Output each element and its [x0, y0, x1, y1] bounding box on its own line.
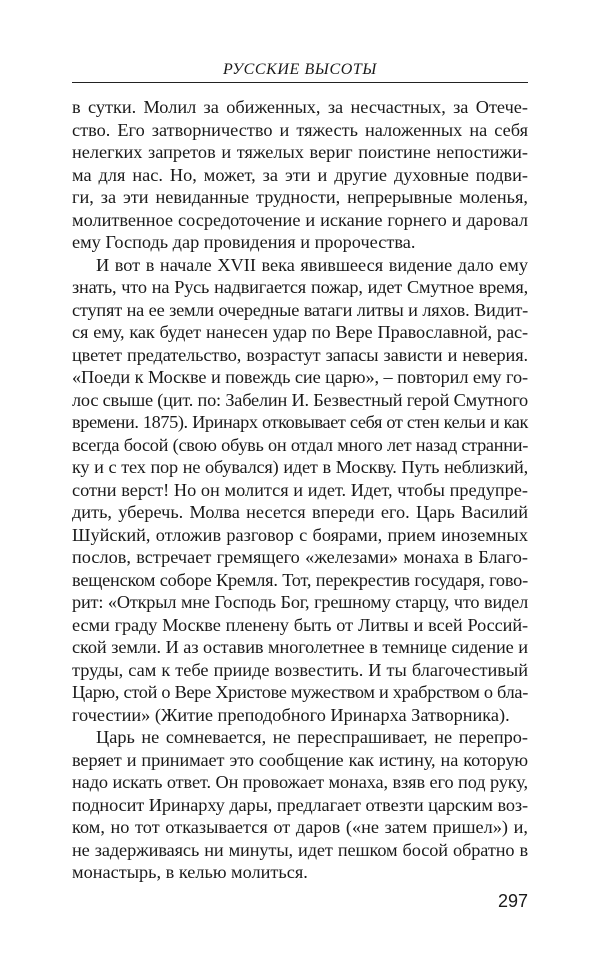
text-line: знать, что на Русь надвигается пожар, идет Смутное время,	[72, 277, 528, 297]
text-line: надо искать ответ. Он провожает монаха, взяв его под руку,	[72, 772, 528, 792]
text-line: ком, но тот отказывается от даров («не затем пришел») и,	[72, 817, 528, 837]
text-line: подносит Иринарху дары, предлагает отвезти царским воз-	[72, 794, 528, 815]
page-body	[72, 96, 528, 884]
text-line: ги, за эти невиданные трудности, непрерывные моленья,	[72, 187, 528, 207]
text-line: нелегких запретов и тяжелых вериг поистине непостижи-	[72, 142, 528, 162]
text-line: Царю, стой о Вере Христове мужеством и храбрством о бла-	[72, 682, 528, 702]
paragraph-2	[72, 254, 528, 727]
text-line: труды, сам к тебе прииде возвестить. И ты благочестивый	[72, 659, 528, 680]
text-line: ской земли. И аз оставив многолетнее в темнице сидение и	[72, 637, 528, 657]
text-line: времени. 1875). Иринарх отковывает себя от стен кельи и как	[72, 412, 528, 432]
text-line: дить, уберечь. Молва несется впереди его. Царь Василий	[72, 502, 528, 522]
paragraph-3	[72, 726, 528, 884]
text-line: послов, встречает гремящего «железами» монаха в Благо-	[72, 547, 528, 567]
text-line: ему Господь дар провидения и пророчества.	[72, 232, 416, 252]
text-line: И вот в начале XVII века явившееся видение дало ему	[96, 254, 528, 275]
text-line: ся ему, как будет нанесен удар по Вере Православной, рас-	[72, 322, 528, 342]
text-line: Шуйский, отложив разговор с боярами, прием иноземных	[72, 524, 528, 545]
running-header: РУССКИЕ ВЫСОТЫ	[223, 61, 377, 78]
text-line: рит: «Открыл мне Господь Бог, грешному старцу, что видел	[72, 592, 528, 612]
text-line: сотни верст! Но он молится и идет. Идет, чтобы предупре-	[72, 479, 528, 500]
text-line: ступят на ее земли очередные ватаги литвы и ляхов. Видит-	[72, 299, 528, 320]
text-line: лос свыше (цит. по: Забелин И. Безвестный герой Смутного	[72, 389, 528, 410]
text-line: молитвенное сосредоточение и искание горнего и даровал	[72, 209, 528, 230]
text-line: веряет и принимает это сообщение как истину, на которую	[72, 749, 528, 770]
text-line: ма для нас. Но, может, за эти и другие духовные подви-	[72, 164, 528, 185]
text-line: есми граду Москве пленену быть от Литвы и всей Россий-	[72, 614, 528, 635]
paragraph-1	[72, 96, 528, 254]
text-line: всегда босой (свою обувь он отдал много лет назад странни-	[72, 434, 528, 455]
text-line: ство. Его затворничество и тяжесть наложенных на себя	[72, 119, 528, 140]
text-line: Царь не сомневается, не переспрашивает, не перепро-	[96, 727, 528, 747]
text-line: монастырь, в келью молиться.	[72, 862, 308, 882]
header-rule	[72, 82, 528, 83]
page-number: 297	[497, 891, 528, 911]
text-line: в сутки. Молил за обиженных, за несчастных, за Отече-	[72, 97, 528, 117]
text-line: цветет предательство, возрастут запасы зависти и неверия.	[72, 344, 528, 365]
text-line: «Поеди к Москве и повеждь сие царю», – повторил ему го-	[72, 367, 528, 387]
text-line: не задерживаясь ни минуты, идет пешком босой обратно в	[72, 839, 528, 860]
text-line: вещенском соборе Кремля. Тот, перекрестив государя, гово-	[72, 569, 528, 590]
text-line: ку и с тех пор не обувался) идет в Москву. Путь неблизкий,	[72, 457, 528, 477]
text-line: гочестии» (Житие преподобного Иринарха Затворника).	[72, 704, 510, 725]
